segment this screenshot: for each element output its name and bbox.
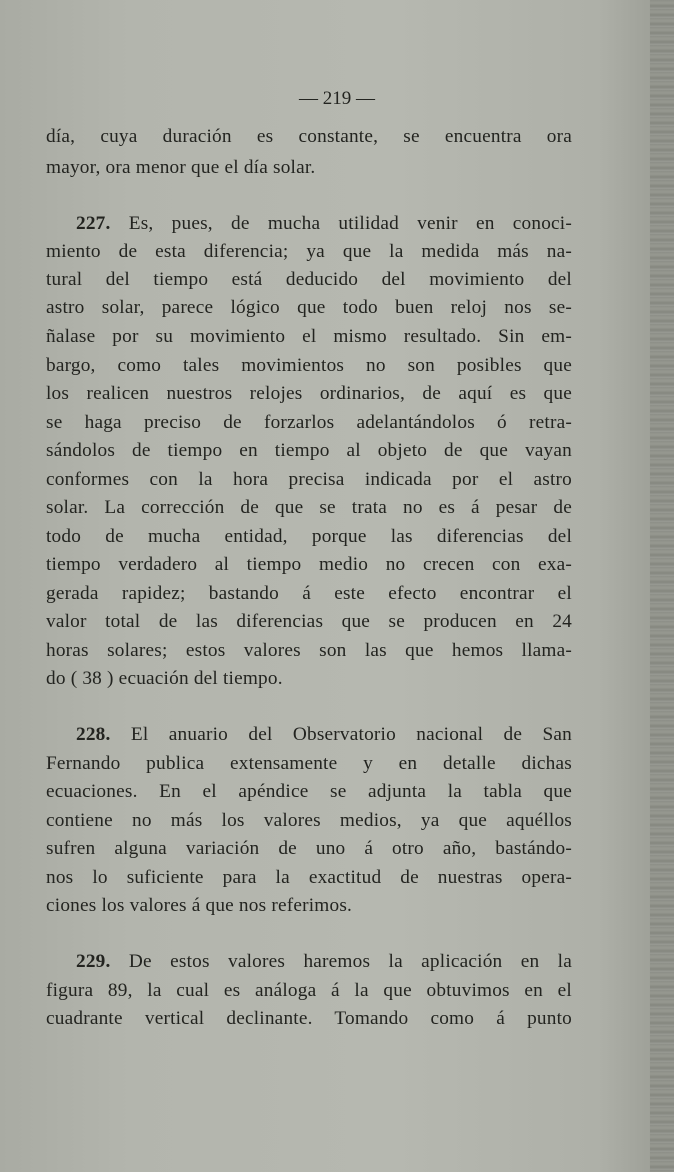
paragraph-first-line xyxy=(46,723,572,747)
paragraph-first-line xyxy=(46,950,572,974)
text-line: ñalase por su movimiento el mismo resultado. Sin em- xyxy=(46,326,572,347)
text-line: horas solares; estos valores son las que hemos llama- xyxy=(46,640,572,661)
text-line: sufren alguna variación de uno á otro año, bastándo- xyxy=(46,838,572,859)
text-line: día, cuya duración es constante, se encuentra ora xyxy=(46,126,572,147)
text-line: todo de mucha entidad, porque las diferencias del xyxy=(46,526,572,547)
page-number: — 219 — xyxy=(299,88,375,109)
text-line: ciones los valores á que nos referimos. xyxy=(46,895,353,916)
text-line: sándolos de tiempo en tiempo al objeto de que vayan xyxy=(46,440,572,461)
text-line: valor total de las diferencias que se producen en 24 xyxy=(46,611,572,632)
text-line: bargo, como tales movimientos no son posibles que xyxy=(46,355,572,376)
text-line: los realicen nuestros relojes ordinarios, de aquí es que xyxy=(46,383,572,404)
text-line: Es, pues, de mucha utilidad venir en conoci- xyxy=(128,213,572,234)
page-edge xyxy=(650,0,674,1172)
text-line: ecuaciones. En el apéndice se adjunta la tabla que xyxy=(46,781,572,802)
text-line: miento de esta diferencia; ya que la medida más na- xyxy=(46,241,572,262)
text-line: solar. La corrección de que se trata no es á pesar de xyxy=(46,497,572,518)
paragraph-number: 228. xyxy=(76,724,131,745)
text-line: El anuario del Observatorio nacional de San xyxy=(130,724,573,745)
text-line: astro solar, parece lógico que todo buen reloj nos se- xyxy=(46,297,572,318)
text-line: conformes con la hora precisa indicada por el astro xyxy=(46,469,572,490)
text-line: tiempo verdadero al tiempo medio no crecen con exa- xyxy=(46,554,572,575)
text-line: gerada rapidez; bastando á este efecto encontrar el xyxy=(46,583,572,604)
text-line: contiene no más los valores medios, ya que aquéllos xyxy=(46,810,572,831)
text-line: tural del tiempo está deducido del movimiento del xyxy=(46,269,572,290)
text-line: figura 89, la cual es análoga á la que obtuvimos en el xyxy=(46,980,572,1001)
text-line: Fernando publica extensamente y en detalle dichas xyxy=(46,753,572,774)
text-line: mayor, ora menor que el día solar. xyxy=(46,157,316,178)
text-line: cuadrante vertical declinante. Tomando como á punto xyxy=(46,1008,572,1029)
text-line: se haga preciso de forzarlos adelantándolos ó retra- xyxy=(46,412,572,433)
paragraph-number: 227. xyxy=(76,213,129,234)
text-line: do ( 38 ) ecuación del tiempo. xyxy=(46,668,283,689)
paragraph-number: 229. xyxy=(76,951,129,972)
text-line: De estos valores haremos la aplicación en la xyxy=(128,951,572,972)
text-line: nos lo suficiente para la exactitud de nuestras opera- xyxy=(46,867,572,888)
paragraph-first-line xyxy=(46,212,572,236)
